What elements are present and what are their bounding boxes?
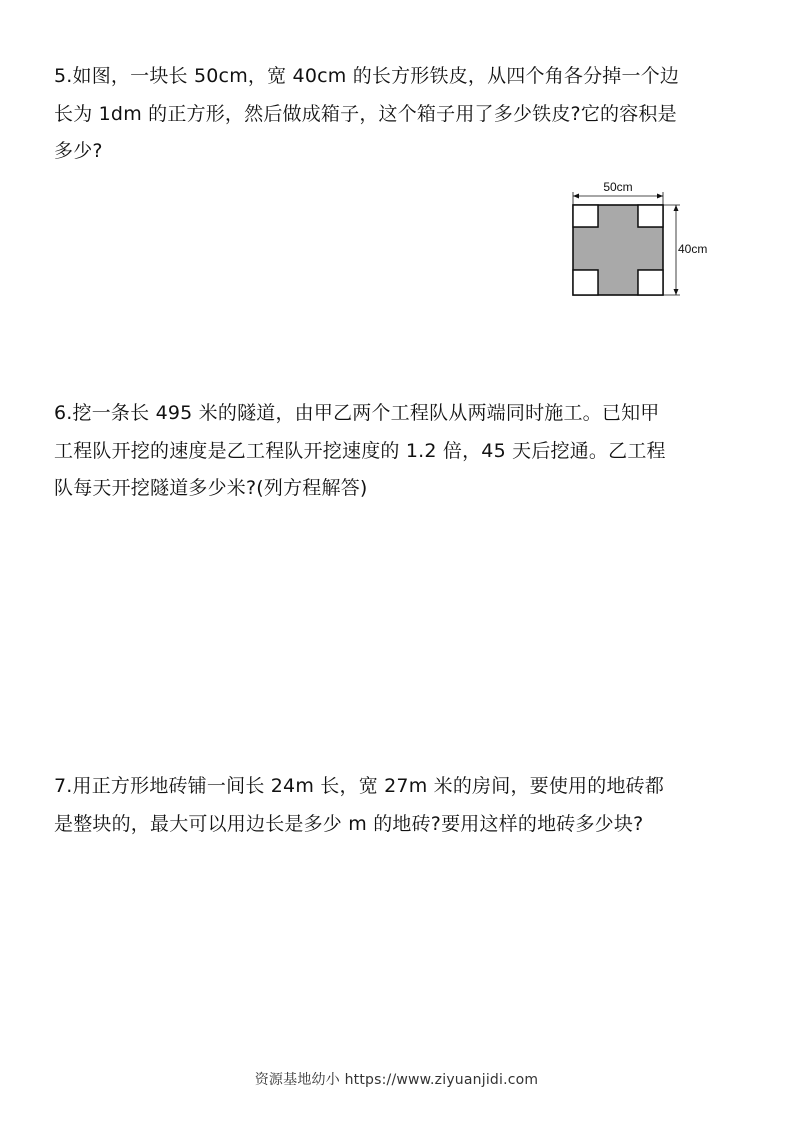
problem-7 (54, 768, 744, 843)
height-arrow-bottom (674, 289, 679, 295)
problem-7-line-2: 是整块的，最大可以用边长是多少 m 的地砖?要用这样的地砖多少块? (54, 812, 644, 835)
problem-5-line-2: 长为 1dm 的正方形，然后做成箱子，这个箱子用了多少铁皮?它的容积是 (54, 102, 677, 125)
width-label: 50cm (603, 180, 633, 194)
problem-5-line-3: 多少? (54, 140, 103, 162)
problem-6-line-3: 队每天开挖隧道多少米?(列方程解答) (54, 477, 368, 499)
corner-square-bottom-right (638, 270, 663, 295)
height-label: 40cm (678, 242, 708, 256)
box-net-figure (560, 180, 720, 300)
problem-7-line-1: 7.用正方形地砖铺一间长 24m 长，宽 27m 米的房间，要使用的地砖都 (54, 775, 665, 797)
height-arrow-top (674, 205, 679, 211)
footer-source: 资源基地幼小 https://www.ziyuanjidi.com (254, 1072, 539, 1088)
width-arrow-left (573, 194, 579, 199)
problem-5-line-1: 5.如图，一块长 50cm，宽 40cm 的长方形铁皮，从四个角各分掉一个边 (54, 65, 680, 87)
width-arrow-right (657, 194, 663, 199)
corner-square-top-left (573, 205, 598, 227)
corner-square-bottom-left (573, 270, 598, 295)
problem-6-line-1: 6.挖一条长 495 米的隧道，由甲乙两个工程队从两端同时施工。已知甲 (54, 402, 660, 424)
problem-6-line-2: 工程队开挖的速度是乙工程队开挖速度的 1.2 倍，45 天后挖通。乙工程 (54, 439, 666, 462)
corner-square-top-right (638, 205, 663, 227)
problem-6 (54, 395, 744, 508)
box-net-diagram (560, 180, 720, 300)
problem-5 (54, 58, 744, 171)
